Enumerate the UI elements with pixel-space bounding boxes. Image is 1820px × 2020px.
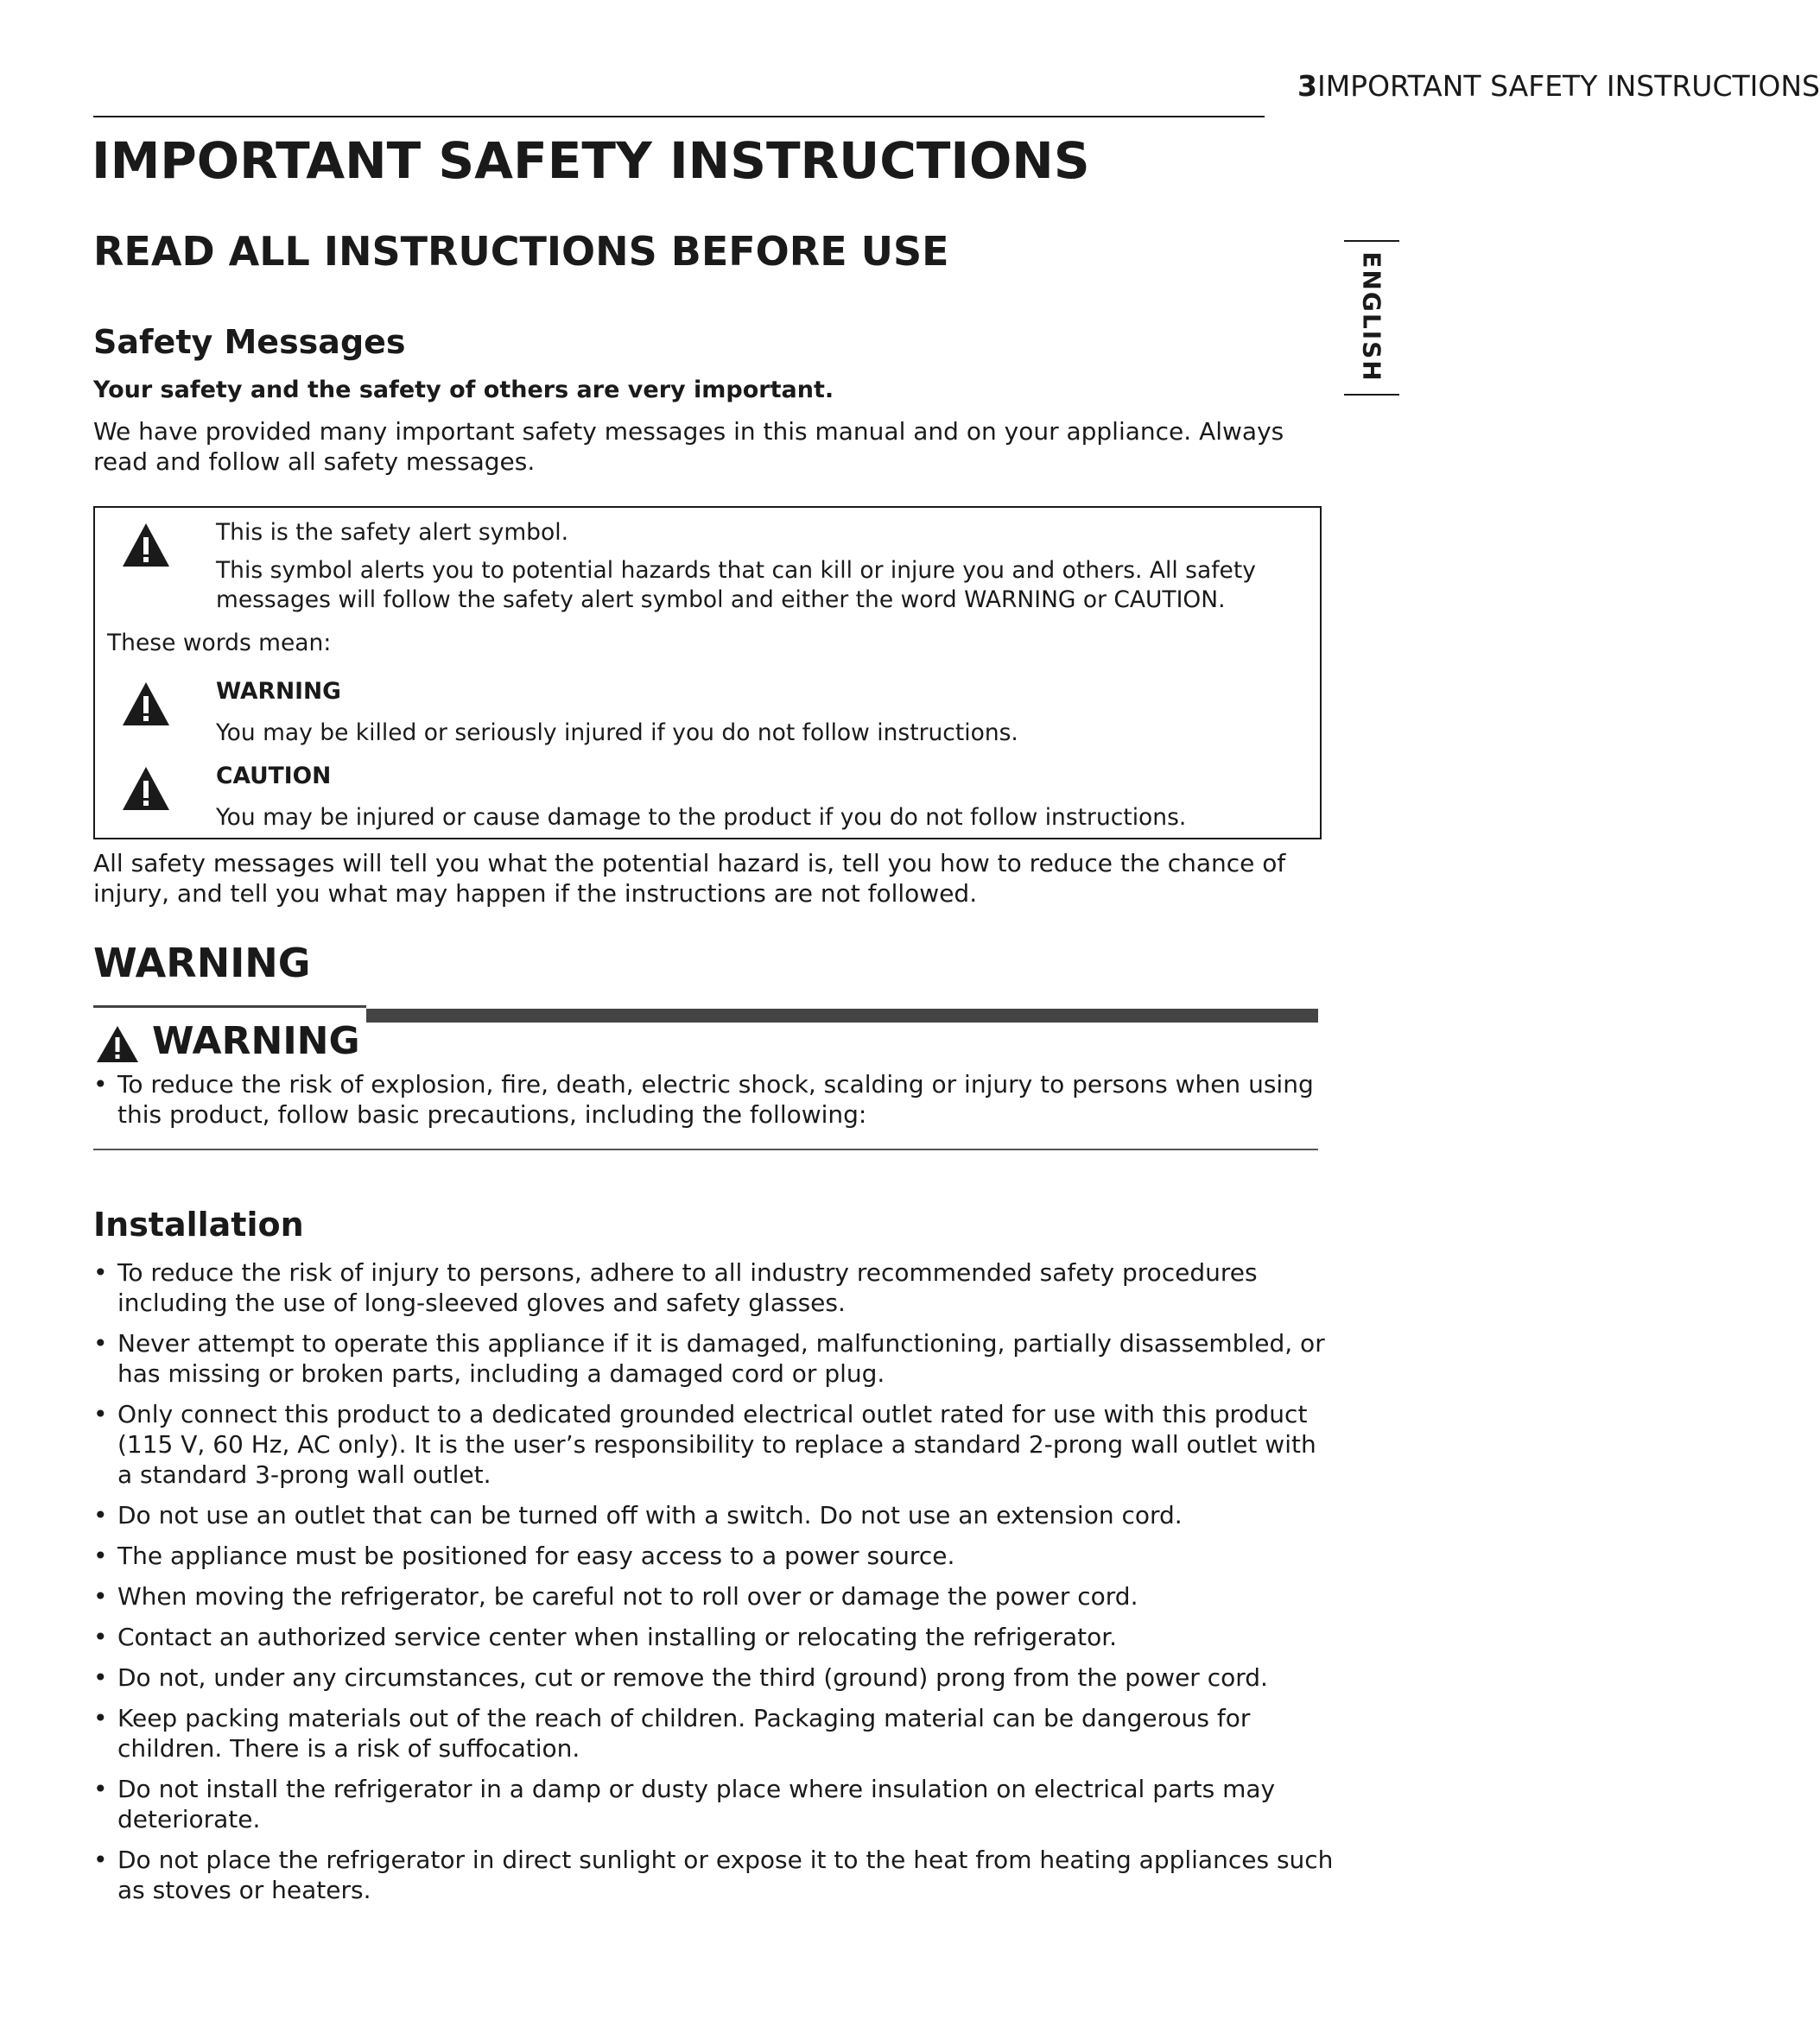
installation-heading: Installation [93, 1206, 304, 1244]
caution-definition: You may be injured or cause damage to the product if you do not follow instructions. [216, 804, 1187, 831]
side-tab [1348, 252, 1396, 382]
safety-messages-intro: We have provided many important safety messages in this manual and on your appliance. Always read and follow all safety messages. [93, 417, 1284, 476]
list-item: • Do not, under any circumstances, cut or remove the third (ground) prong from the power cord. [93, 1662, 1334, 1693]
warning-banner-rule-left [93, 1005, 366, 1008]
side-tab-rule-top [1344, 240, 1399, 242]
page-number: 3 [1297, 69, 1317, 103]
list-item: • When moving the refrigerator, be careful not to roll over or damage the power cord. [93, 1581, 1334, 1612]
warning-banner-text: • To reduce the risk of explosion, fire, death, electric shock, scalding or injury to persons when using this product, follow basic precautions, including the following: [93, 1069, 1329, 1130]
safety-messages-lead: Your safety and the safety of others are very important. [93, 377, 834, 403]
alert-symbol-text: This symbol alerts you to potential hazards that can kill or injure you and others. All safety messages will follow the safety alert symbol and either the word WARNING or CAUTION. [216, 557, 1256, 613]
after-box-text: All safety messages will tell you what the potential hazard is, tell you how to reduce the chance of injury, and tell you what may happen if the instructions are not followed. [93, 849, 1286, 908]
safety-messages-heading: Safety Messages [93, 323, 406, 361]
list-item: • Contact an authorized service center when installing or relocating the refrigerator. [93, 1622, 1334, 1652]
side-tab-rule-bottom [1344, 394, 1399, 396]
side-tab-label: ENGLISH [1357, 251, 1386, 383]
caution-label: CAUTION [216, 763, 332, 789]
list-item: • Do not use an outlet that can be turned off with a switch. Do not use an extension cord. [93, 1500, 1334, 1530]
warning-banner-label: WARNING [152, 1019, 360, 1063]
safety-symbol-box [93, 506, 1322, 839]
warning-section-heading: WARNING [93, 940, 311, 986]
words-mean-label: These words mean: [107, 630, 332, 656]
page-subtitle: READ ALL INSTRUCTIONS BEFORE USE [93, 228, 949, 275]
list-item: • Only connect this product to a dedicated grounded electrical outlet rated for use with this product (115 V, 60 Hz, AC only). It is the user’s responsibility to replace a standard 2-prong wall outlet with a standard 3-prong wall outlet. [93, 1399, 1334, 1490]
list-item: • Do not place the refrigerator in direct sunlight or expose it to the heat from heating appliances such as stoves or heaters. [93, 1845, 1334, 1905]
warning-label: WARNING [216, 678, 341, 705]
installation-list [93, 1257, 1334, 1916]
list-item: • Do not install the refrigerator in a damp or dusty place where insulation on electrical parts may deteriorate. [93, 1774, 1334, 1834]
list-item: • The appliance must be positioned for easy access to a power source. [93, 1541, 1334, 1571]
alert-symbol-title: This is the safety alert symbol. [216, 519, 568, 546]
warning-bottom-rule [93, 1149, 1318, 1150]
list-item: • Never attempt to operate this appliance if it is damaged, malfunctioning, partially disassembled, or has missing or broken parts, including a damaged cord or plug. [93, 1328, 1334, 1389]
page-header [1297, 69, 1820, 103]
warning-banner-rule-right [366, 1009, 1318, 1023]
warning-definition: You may be killed or seriously injured if you do not follow instructions. [216, 719, 1018, 746]
list-item: • To reduce the risk of injury to persons, adhere to all industry recommended safety procedures including the use of long-sleeved gloves and safety glasses. [93, 1257, 1334, 1318]
page-title: IMPORTANT SAFETY INSTRUCTIONS [92, 131, 1090, 190]
warning-alert-icon [121, 681, 171, 727]
safety-alert-icon [121, 522, 171, 568]
header-rule [93, 116, 1265, 117]
list-item: • Keep packing materials out of the reach of children. Packaging material can be dangerous for children. There is a risk of suffocation. [93, 1703, 1334, 1764]
caution-alert-icon [121, 765, 171, 812]
header-section: IMPORTANT SAFETY INSTRUCTIONS [1316, 69, 1820, 103]
warning-banner-icon [95, 1024, 140, 1064]
